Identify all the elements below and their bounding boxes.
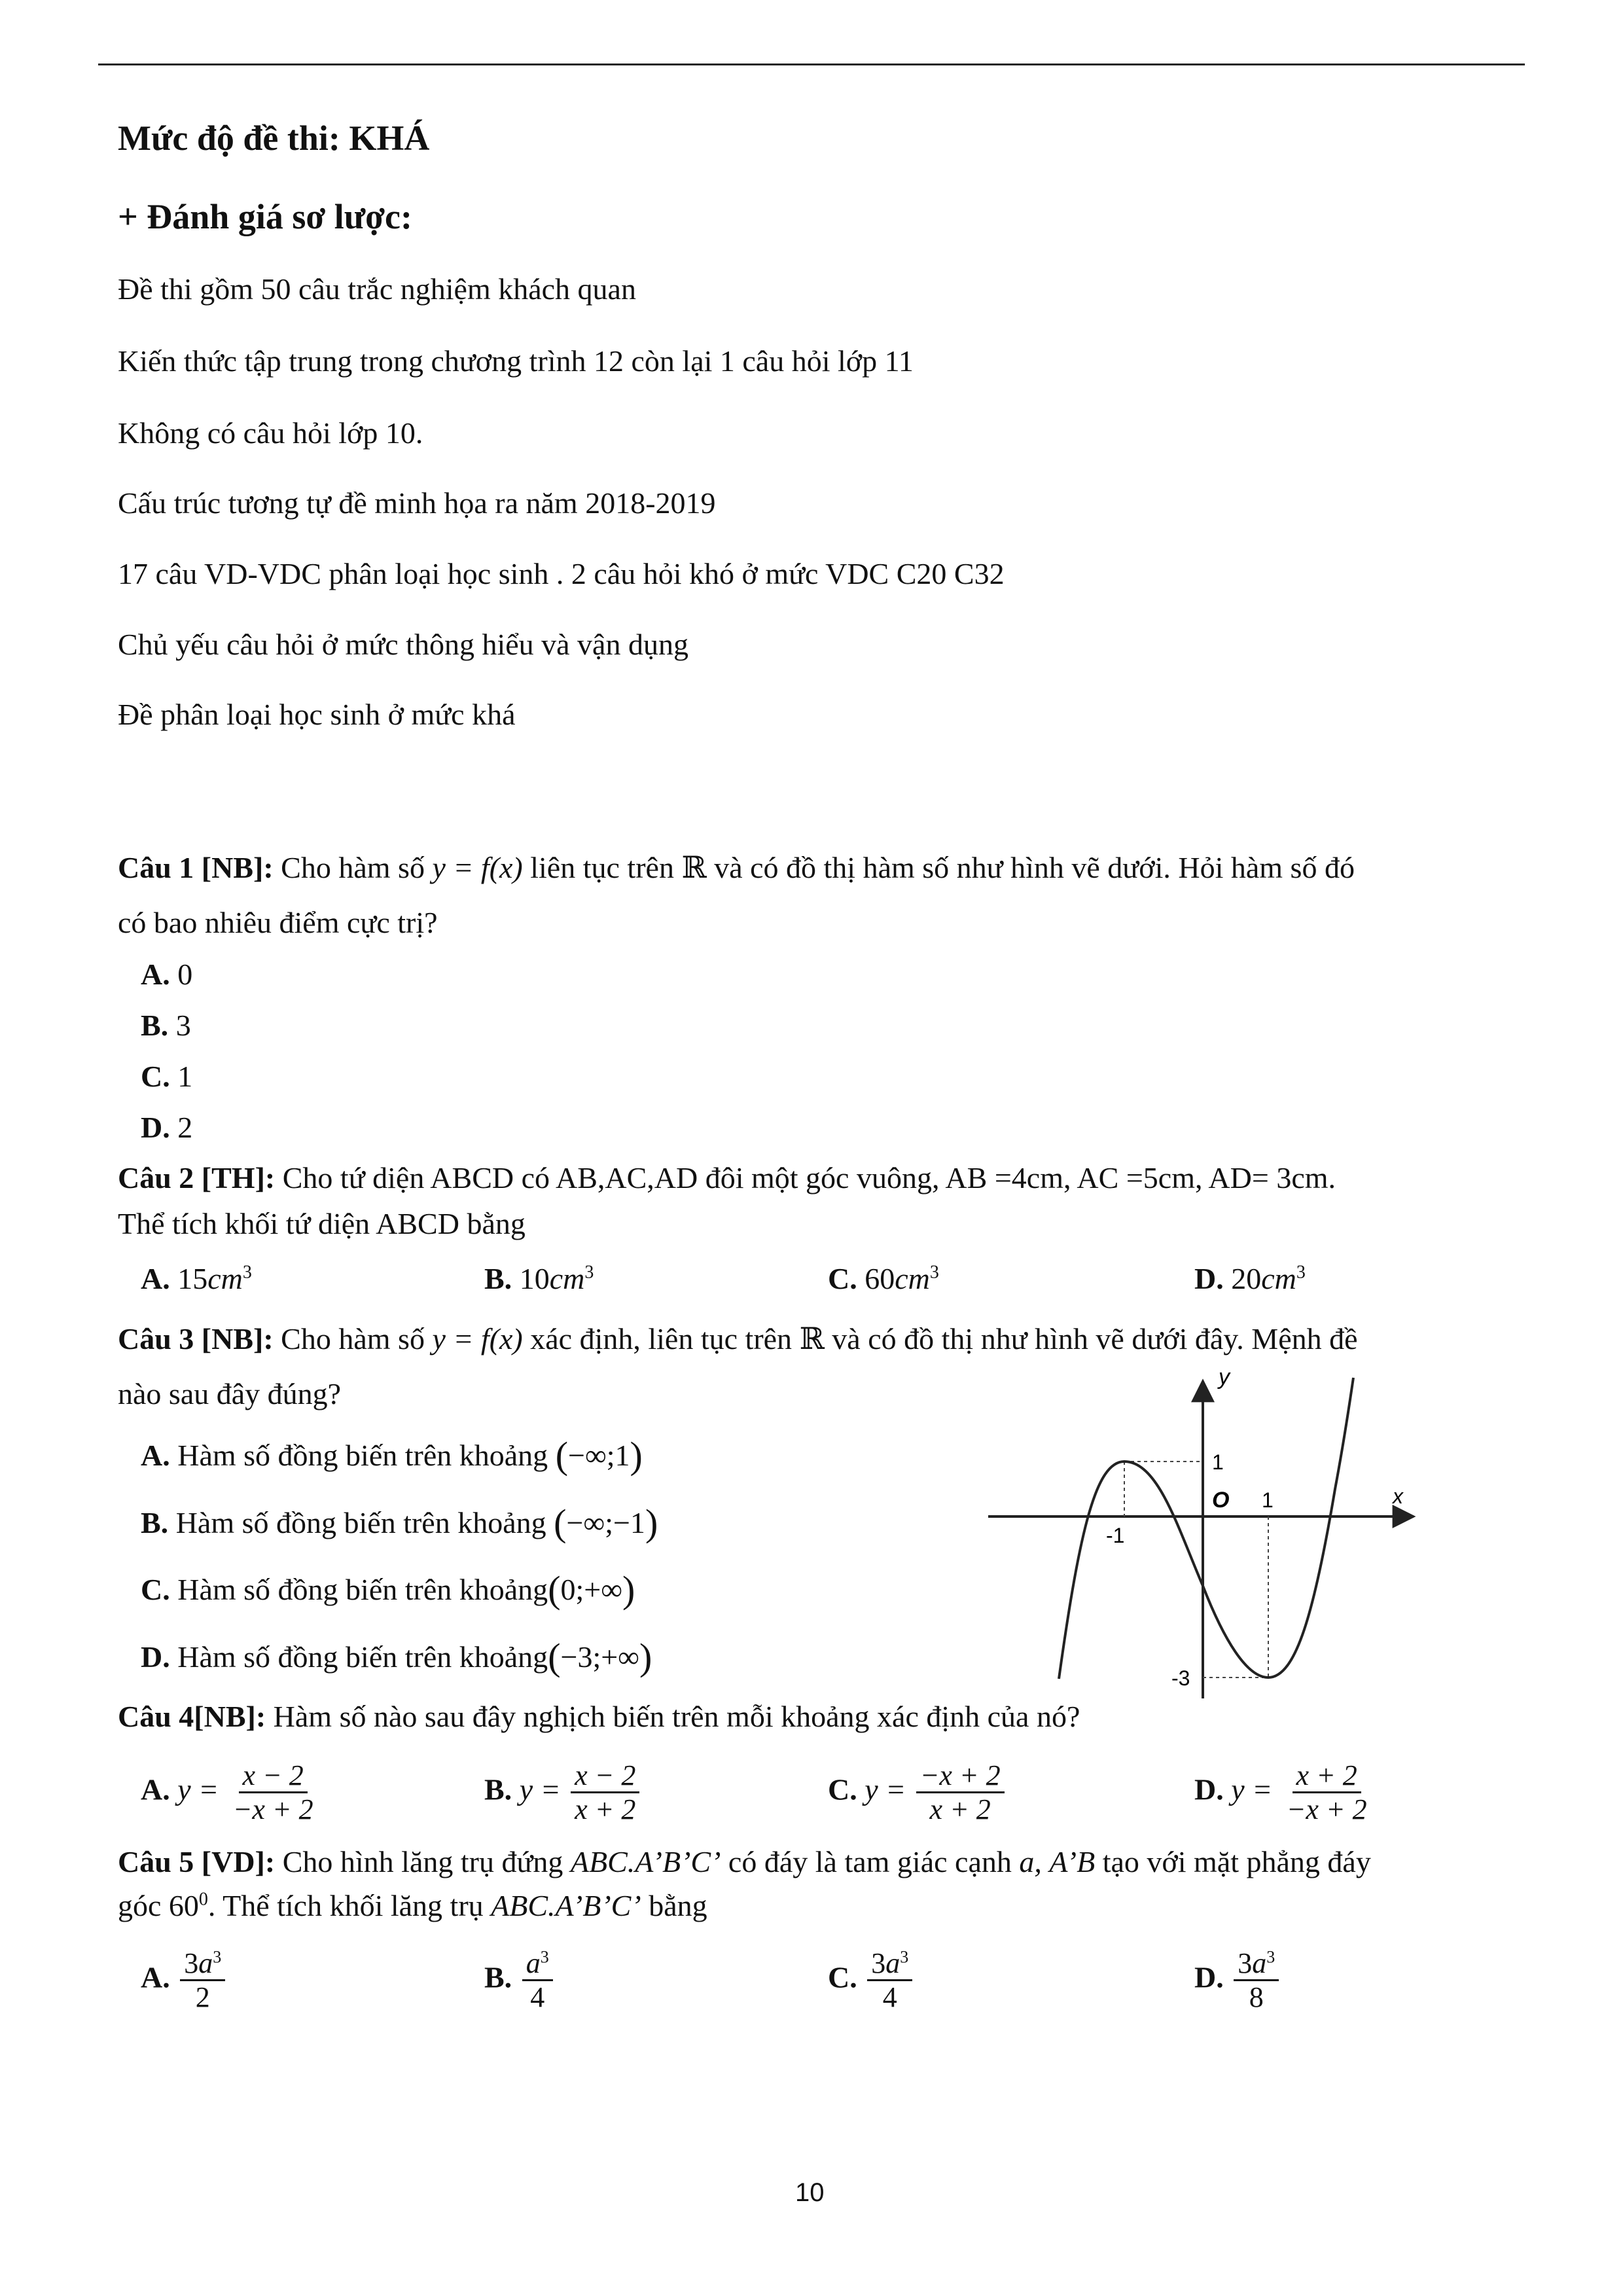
question-1-continued: có bao nhiêu điểm cực trị? bbox=[118, 906, 438, 939]
summary-heading: + Đánh giá sơ lược: bbox=[118, 197, 413, 236]
answer-option[interactable]: A. 0 bbox=[141, 958, 193, 991]
tick-label: 1 bbox=[1212, 1450, 1224, 1474]
function-curve bbox=[1059, 1378, 1353, 1679]
answer-option[interactable]: A. $\frac{3a^3}{2}$ bbox=[141, 1947, 228, 2014]
origin-label: O bbox=[1212, 1488, 1230, 1513]
answer-option[interactable]: C. 1 bbox=[141, 1060, 193, 1093]
answer-option[interactable]: B. $10cm^3$ bbox=[484, 1262, 594, 1295]
real-set-symbol: ℝ bbox=[799, 1322, 825, 1355]
summary-line: Đề thi gồm 50 câu trắc nghiệm khách quan bbox=[118, 272, 636, 306]
answer-option[interactable]: C. $\frac{3a^3}{4}$ bbox=[828, 1947, 915, 2014]
summary-line: Đề phân loại học sinh ở mức khá bbox=[118, 698, 516, 731]
level-heading: Mức độ đề thi: KHÁ bbox=[118, 118, 430, 158]
question-label: Câu 3 [NB]: bbox=[118, 1322, 274, 1355]
answer-option[interactable]: B. $\frac{a^3}{4}$ bbox=[484, 1947, 556, 2014]
answer-option[interactable]: A. y = $\frac{x - 2}{-x + 2}$ bbox=[141, 1759, 313, 1826]
top-rule bbox=[98, 63, 1525, 65]
answer-option[interactable]: B. y = $\frac{x - 2}{x + 2}$ bbox=[484, 1759, 642, 1826]
question-5: Câu 5 [VD]: Cho hình lăng trụ đứng ABC.A’B’C’ có đáy là tam giác cạnh a, A’B tạo với mặt phẳng đáy bbox=[118, 1845, 1371, 1878]
answer-option[interactable]: C. Hàm số đồng biến trên khoảng(0;+∞) bbox=[141, 1568, 635, 1611]
y-axis-label: y bbox=[1219, 1365, 1230, 1390]
summary-line: Cấu trúc tương tự đề minh họa ra năm 2018-2019 bbox=[118, 486, 716, 520]
question-2: Câu 2 [TH]: Cho tứ diện ABCD có AB,AC,AD đôi một góc vuông, AB =4cm, AC =5cm, AD= 3cm. bbox=[118, 1161, 1336, 1194]
answer-option[interactable]: B. Hàm số đồng biến trên khoảng (−∞;−1) bbox=[141, 1501, 658, 1544]
answer-option[interactable]: A. Hàm số đồng biến trên khoảng (−∞;1) bbox=[141, 1434, 643, 1477]
answer-option[interactable]: D. Hàm số đồng biến trên khoảng(−3;+∞) bbox=[141, 1636, 652, 1678]
answer-option[interactable]: A. $15cm^3$ bbox=[141, 1262, 252, 1295]
answer-option[interactable]: D. $\frac{3a^3}{8}$ bbox=[1194, 1947, 1281, 2014]
x-axis-label: x bbox=[1393, 1484, 1403, 1508]
tick-label: 1 bbox=[1262, 1488, 1274, 1512]
summary-line: 17 câu VD-VDC phân loại học sinh . 2 câu hỏi khó ở mức VDC C20 C32 bbox=[118, 557, 1005, 590]
question-label: Câu 2 [TH]: bbox=[118, 1161, 276, 1194]
question-label: Câu 1 [NB]: bbox=[118, 851, 274, 884]
answer-option[interactable]: D. 2 bbox=[141, 1111, 193, 1144]
question-4: Câu 4[NB]: Hàm số nào sau đây nghịch biến trên mỗi khoảng xác định của nó? bbox=[118, 1700, 1080, 1733]
question-5-continued: góc $60^0$. Thể tích khối lăng trụ ABC.A’B’C’ bằng bbox=[118, 1889, 707, 1922]
answer-option[interactable]: B. 3 bbox=[141, 1009, 191, 1042]
question-label: Câu 4[NB]: bbox=[118, 1700, 266, 1733]
question-1: Câu 1 [NB]: Cho hàm số y = f(x) liên tục trên ℝ và có đồ thị hàm số như hình vẽ dưới. Hỏi hàm số đó bbox=[118, 851, 1355, 884]
summary-line: Không có câu hỏi lớp 10. bbox=[118, 416, 423, 450]
function-expression: y = f(x) bbox=[432, 1322, 523, 1355]
tick-label: -3 bbox=[1171, 1666, 1190, 1690]
answer-option[interactable]: C. y = $\frac{-x + 2}{x + 2}$ bbox=[828, 1759, 1007, 1826]
answer-option[interactable]: D. y = $\frac{x + 2}{-x + 2}$ bbox=[1194, 1759, 1367, 1826]
question-3-continued: nào sau đây đúng? bbox=[118, 1377, 342, 1410]
function-expression: y = f(x) bbox=[432, 851, 523, 884]
question-3: Câu 3 [NB]: Cho hàm số y = f(x) xác định, liên tục trên ℝ và có đồ thị như hình vẽ dưới đây. Mệnh đề bbox=[118, 1322, 1358, 1355]
summary-line: Kiến thức tập trung trong chương trình 12 còn lại 1 câu hỏi lớp 11 bbox=[118, 344, 914, 378]
answer-option[interactable]: D. $20cm^3$ bbox=[1194, 1262, 1306, 1295]
tick-label: -1 bbox=[1106, 1524, 1125, 1547]
question-2-continued: Thể tích khối tứ diện ABCD bằng bbox=[118, 1207, 526, 1240]
real-set-symbol: ℝ bbox=[681, 851, 707, 884]
page-number: 10 bbox=[795, 2178, 825, 2207]
question-label: Câu 5 [VD]: bbox=[118, 1845, 276, 1878]
summary-line: Chủ yếu câu hỏi ở mức thông hiểu và vận dụng bbox=[118, 628, 688, 661]
function-graph bbox=[982, 1365, 1440, 1712]
answer-option[interactable]: C. $60cm^3$ bbox=[828, 1262, 939, 1295]
